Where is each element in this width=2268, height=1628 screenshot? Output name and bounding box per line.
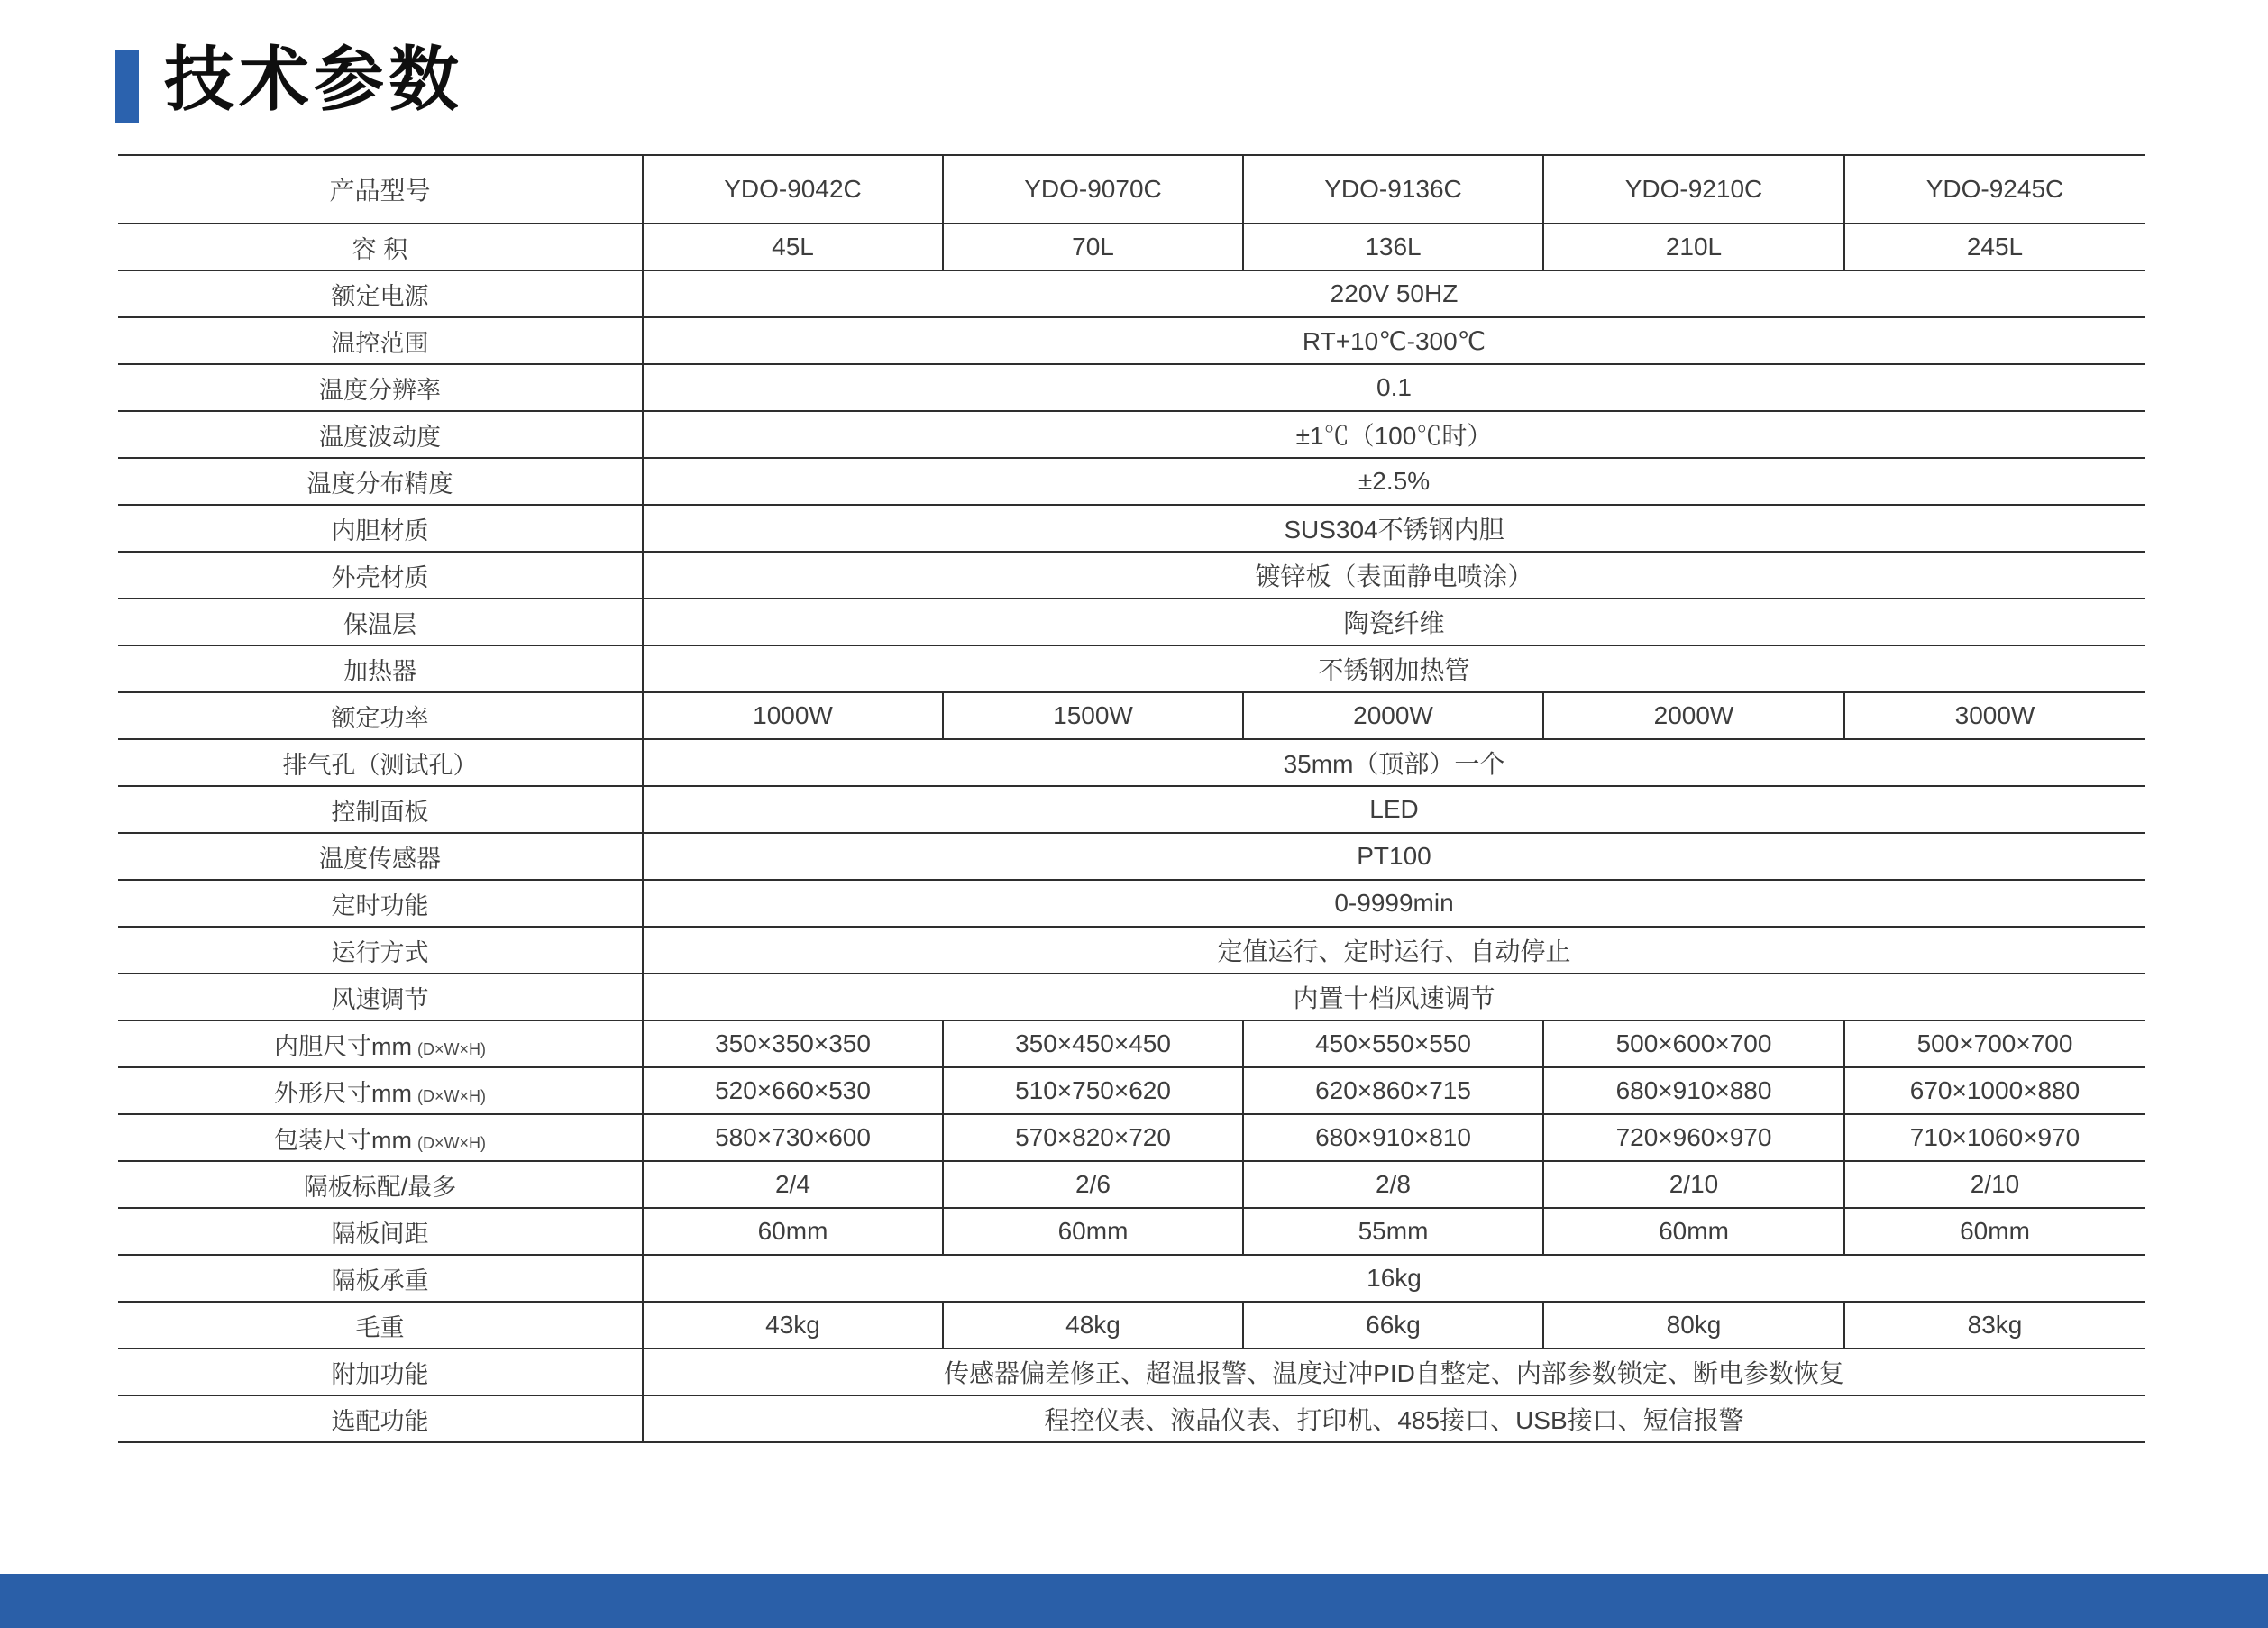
row-value: 210L bbox=[1543, 224, 1844, 270]
row-value: 60mm bbox=[1543, 1208, 1844, 1255]
row-value: 0-9999min bbox=[643, 880, 2145, 927]
table-row bbox=[118, 270, 2145, 317]
title-accent-bar bbox=[115, 50, 139, 123]
row-label: 产品型号 bbox=[118, 155, 643, 224]
table-row bbox=[118, 1020, 2145, 1067]
row-label: 运行方式 bbox=[118, 927, 643, 974]
row-value: 3000W bbox=[1844, 692, 2145, 739]
row-value: 2/6 bbox=[943, 1161, 1243, 1208]
row-value: 350×350×350 bbox=[643, 1020, 943, 1067]
table-row bbox=[118, 974, 2145, 1020]
row-value: 83kg bbox=[1844, 1302, 2145, 1349]
row-label: 毛重 bbox=[118, 1302, 643, 1349]
row-label: 隔板承重 bbox=[118, 1255, 643, 1302]
row-value: 136L bbox=[1243, 224, 1543, 270]
row-value: 镀锌板（表面静电喷涂） bbox=[643, 552, 2145, 599]
row-label: 额定功率 bbox=[118, 692, 643, 739]
table-row bbox=[118, 317, 2145, 364]
table-row bbox=[118, 364, 2145, 411]
row-value: 680×910×810 bbox=[1243, 1114, 1543, 1161]
row-value: 66kg bbox=[1243, 1302, 1543, 1349]
row-value: 55mm bbox=[1243, 1208, 1543, 1255]
row-label: 加热器 bbox=[118, 645, 643, 692]
row-value: 510×750×620 bbox=[943, 1067, 1243, 1114]
model-cell: YDO-9136C bbox=[1243, 155, 1543, 224]
row-value: 2/10 bbox=[1543, 1161, 1844, 1208]
row-value: 不锈钢加热管 bbox=[643, 645, 2145, 692]
row-value: ±2.5% bbox=[643, 458, 2145, 505]
table-row bbox=[118, 739, 2145, 786]
row-label-sub: (D×W×H) bbox=[416, 1133, 486, 1152]
table-row bbox=[118, 411, 2145, 458]
row-label: 隔板间距 bbox=[118, 1208, 643, 1255]
row-value: 程控仪表、液晶仪表、打印机、485接口、USB接口、短信报警 bbox=[643, 1395, 2145, 1442]
row-label: 控制面板 bbox=[118, 786, 643, 833]
table-row bbox=[118, 927, 2145, 974]
row-value: 500×600×700 bbox=[1543, 1020, 1844, 1067]
row-value: 2/4 bbox=[643, 1161, 943, 1208]
row-value: 传感器偏差修正、超温报警、温度过冲PID自整定、内部参数锁定、断电参数恢复 bbox=[643, 1349, 2145, 1395]
table-row bbox=[118, 505, 2145, 552]
row-label: 选配功能 bbox=[118, 1395, 643, 1442]
row-label: 温度波动度 bbox=[118, 411, 643, 458]
row-value: ±1℃（100℃时） bbox=[643, 411, 2145, 458]
row-value: 500×700×700 bbox=[1844, 1020, 2145, 1067]
row-label-sub: (D×W×H) bbox=[416, 1039, 486, 1058]
row-value: PT100 bbox=[643, 833, 2145, 880]
table-row bbox=[118, 1302, 2145, 1349]
row-value: 陶瓷纤维 bbox=[643, 599, 2145, 645]
row-label: 温控范围 bbox=[118, 317, 643, 364]
row-value: 60mm bbox=[643, 1208, 943, 1255]
row-value: 1500W bbox=[943, 692, 1243, 739]
row-value: 2000W bbox=[1543, 692, 1844, 739]
row-value: 60mm bbox=[943, 1208, 1243, 1255]
row-value: 内置十档风速调节 bbox=[643, 974, 2145, 1020]
row-value: 1000W bbox=[643, 692, 943, 739]
spec-table bbox=[118, 154, 2145, 1443]
row-value: 48kg bbox=[943, 1302, 1243, 1349]
row-label: 温度分辨率 bbox=[118, 364, 643, 411]
row-label: 内胆尺寸mm (D×W×H) bbox=[118, 1020, 643, 1067]
row-value: 43kg bbox=[643, 1302, 943, 1349]
table-row bbox=[118, 880, 2145, 927]
row-value: LED bbox=[643, 786, 2145, 833]
row-value: 70L bbox=[943, 224, 1243, 270]
row-value: 2000W bbox=[1243, 692, 1543, 739]
table-row bbox=[118, 552, 2145, 599]
footer-bar bbox=[0, 1574, 2268, 1628]
table-row bbox=[118, 1255, 2145, 1302]
row-label: 额定电源 bbox=[118, 270, 643, 317]
row-value: RT+10℃-300℃ bbox=[643, 317, 2145, 364]
row-label: 排气孔（测试孔） bbox=[118, 739, 643, 786]
row-label: 温度分布精度 bbox=[118, 458, 643, 505]
model-cell: YDO-9042C bbox=[643, 155, 943, 224]
row-label-sub: (D×W×H) bbox=[416, 1086, 486, 1105]
row-value: 2/8 bbox=[1243, 1161, 1543, 1208]
row-value: 80kg bbox=[1543, 1302, 1844, 1349]
table-row bbox=[118, 1067, 2145, 1114]
row-label: 内胆材质 bbox=[118, 505, 643, 552]
row-value: 350×450×450 bbox=[943, 1020, 1243, 1067]
row-value: 2/10 bbox=[1844, 1161, 2145, 1208]
row-value: 45L bbox=[643, 224, 943, 270]
table-header-row bbox=[118, 155, 2145, 224]
row-label: 包装尺寸mm (D×W×H) bbox=[118, 1114, 643, 1161]
row-value: 620×860×715 bbox=[1243, 1067, 1543, 1114]
row-label: 定时功能 bbox=[118, 880, 643, 927]
row-value: 60mm bbox=[1844, 1208, 2145, 1255]
table-row bbox=[118, 833, 2145, 880]
row-value: 570×820×720 bbox=[943, 1114, 1243, 1161]
row-value: 580×730×600 bbox=[643, 1114, 943, 1161]
table-row bbox=[118, 458, 2145, 505]
row-value: 0.1 bbox=[643, 364, 2145, 411]
row-value: 520×660×530 bbox=[643, 1067, 943, 1114]
table-row bbox=[118, 1114, 2145, 1161]
row-label: 外壳材质 bbox=[118, 552, 643, 599]
row-value: SUS304不锈钢内胆 bbox=[643, 505, 2145, 552]
row-label: 温度传感器 bbox=[118, 833, 643, 880]
row-label: 外形尺寸mm (D×W×H) bbox=[118, 1067, 643, 1114]
table-row bbox=[118, 224, 2145, 270]
row-value: 720×960×970 bbox=[1543, 1114, 1844, 1161]
model-cell: YDO-9070C bbox=[943, 155, 1243, 224]
table-row bbox=[118, 1395, 2145, 1442]
title-block bbox=[115, 40, 464, 123]
table-row bbox=[118, 645, 2145, 692]
row-label: 容 积 bbox=[118, 224, 643, 270]
table-row bbox=[118, 1208, 2145, 1255]
row-label: 隔板标配/最多 bbox=[118, 1161, 643, 1208]
model-cell: YDO-9210C bbox=[1543, 155, 1844, 224]
model-cell: YDO-9245C bbox=[1844, 155, 2145, 224]
row-value: 710×1060×970 bbox=[1844, 1114, 2145, 1161]
row-value: 220V 50HZ bbox=[643, 270, 2145, 317]
table-row bbox=[118, 599, 2145, 645]
page-title: 技术参数 bbox=[164, 40, 464, 119]
row-label: 保温层 bbox=[118, 599, 643, 645]
table-row bbox=[118, 786, 2145, 833]
row-value: 定值运行、定时运行、自动停止 bbox=[643, 927, 2145, 974]
row-value: 35mm（顶部）一个 bbox=[643, 739, 2145, 786]
table-row bbox=[118, 1349, 2145, 1395]
row-value: 16kg bbox=[643, 1255, 2145, 1302]
row-label: 附加功能 bbox=[118, 1349, 643, 1395]
row-value: 680×910×880 bbox=[1543, 1067, 1844, 1114]
row-label: 风速调节 bbox=[118, 974, 643, 1020]
row-value: 450×550×550 bbox=[1243, 1020, 1543, 1067]
table-row bbox=[118, 1161, 2145, 1208]
row-value: 245L bbox=[1844, 224, 2145, 270]
table-row bbox=[118, 692, 2145, 739]
row-value: 670×1000×880 bbox=[1844, 1067, 2145, 1114]
